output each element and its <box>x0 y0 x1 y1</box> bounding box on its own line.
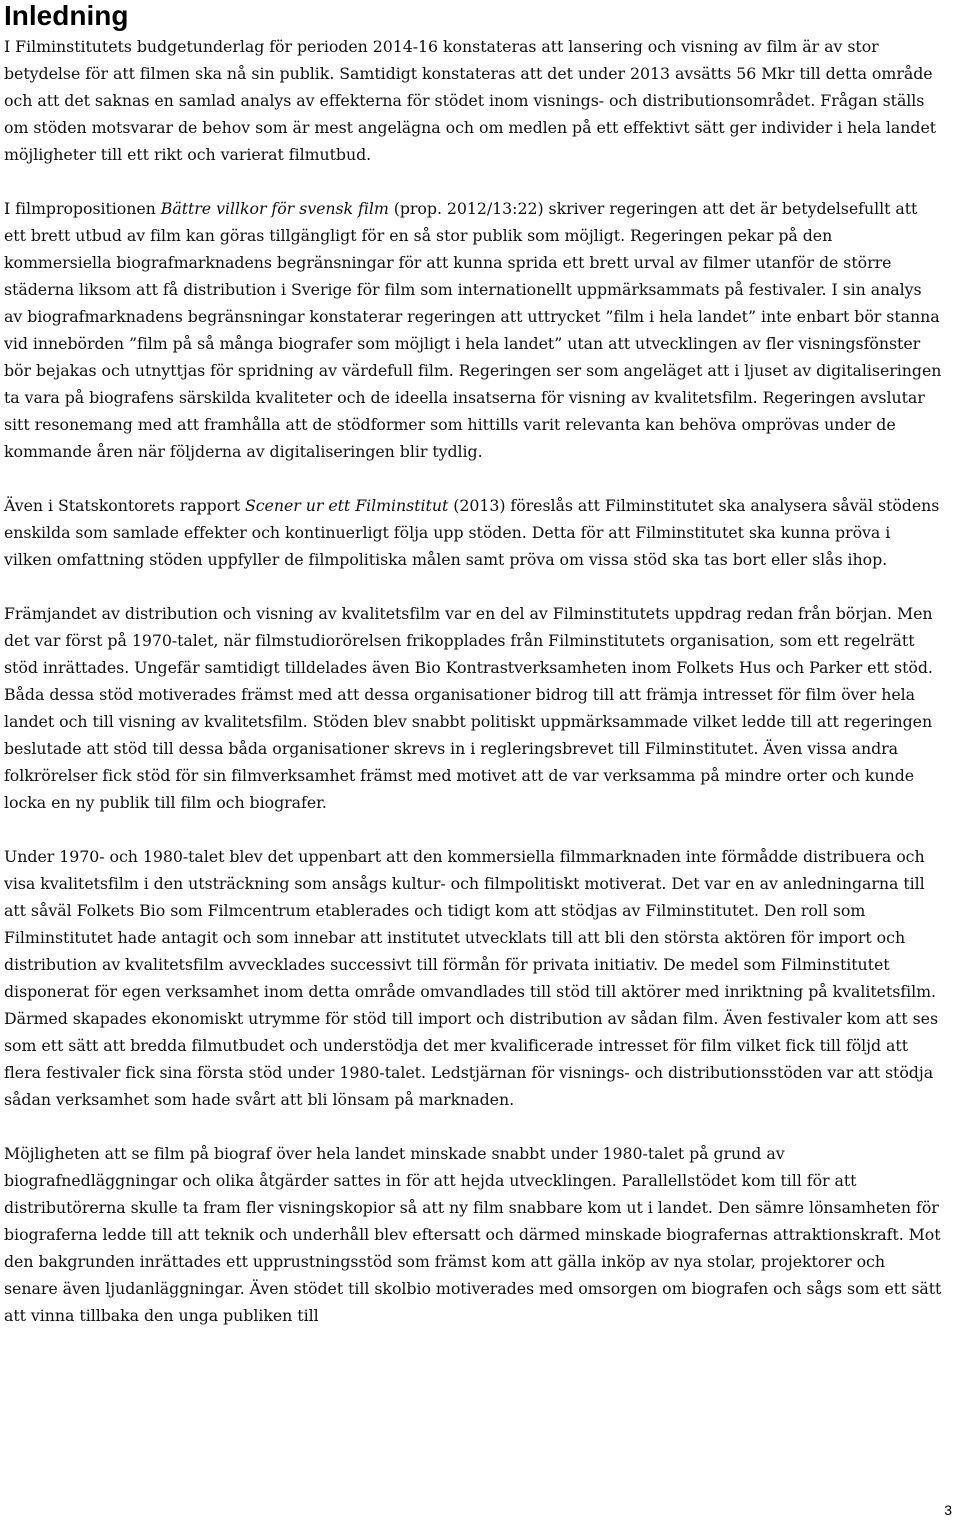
paragraph-intro: I Filminstitutets budgetunderlag för perioden 2014-16 konstateras att lansering och visning av film är av stor betydelse för att filmen ska nå sin publik. Samtidigt konstateras att det under 2013 avsätts 56 Mkr till detta område och att det saknas en samlad analys av effekterna för stödet inom visnings- och distributionsområdet. Frågan ställs om stöden motsvarar de behov som är mest angelägna och om medlen på ett effektivt sätt ger individer i hela landet möjligheter till ett rikt och varierat filmutbud. <box>4 37 937 164</box>
publication-title: Bättre villkor för svensk film <box>160 199 389 218</box>
section-heading: Inledning <box>4 0 129 31</box>
document-page <box>4 0 942 1329</box>
paragraph-text-pre: Även i Statskontorets rapport <box>4 496 245 515</box>
paragraph-text-post: (2013) föreslås att Filminstitutet ska analysera såväl stödens enskilda som samlade effekter och kontinuerligt följa upp stöden. Detta för att Filminstitutet ska kunna pröva i vilken omfattning stöden uppfyller de filmpolitiska målen samt pröva om vissa stöd ska tas bort eller slås ihop. <box>4 496 940 569</box>
publication-title: Scener ur ett Filminstitut <box>244 496 449 515</box>
page-number: 3 <box>944 1502 952 1518</box>
paragraph-statskontoret <box>4 492 942 573</box>
paragraph-mojligheten: Möjligheten att se film på biograf över hela landet minskade snabbt under 1980-talet på grund av biografnedläggningar och olika åtgärder sattes in för att hejda utvecklingen. Parallellstödet kom till för att distributörerna skulle ta fram fler visningskopior så att ny film snabbare kom ut i landet. Den sämre lönsamheten för biograferna ledde till att teknik och underhåll blev eftersatt och därmed minskade biografernas attraktionskraft. Mot den bakgrunden inrättades ett upprustningsstöd som främst kom att gälla inköp av nya stolar, projektorer och senare även ljudanläggningar. Även stödet till skolbio motiverades med omsorgen om biografen och sågs som ett sätt att vinna tillbaka den unga publiken till <box>4 1144 942 1325</box>
paragraph-text-post: (prop. 2012/13:22) skriver regeringen att det är betydelsefullt att ett brett utbud av film kan göras tillgängligt för en så stor publik som möjligt. Regeringen pekar på den kommersiella biografmarknadens begränsningar för att kunna sprida ett brett urval av filmer utanför de större städerna liksom att få distribution i Sverige för film som internationellt uppmärksammats på festivaler. I sin analys av biografmarknadens begränsningar konstaterar regeringen att uttrycket ”film i hela landet” inte enbart bör stanna vid innebörden ”film på så många biografer som möjligt i hela landet” utan att utvecklingen av fler visningsfönster bör bejakas och utnyttjas för spridning av värdefull film. Regeringen ser som angeläget att i ljuset av digitaliseringen ta vara på biografens särskilda kvaliteter och de ideella insatserna för visning av kvalitetsfilm. Regeringen avslutar sitt resonemang med att framhålla att de stödformer som hittills varit relevanta kan behöva omprövas under de kommande åren när följderna av digitaliseringen blir tydlig. <box>4 199 942 461</box>
paragraph-1970-1980: Under 1970- och 1980-talet blev det uppenbart att den kommersiella filmmarknaden inte förmådde distribuera och visa kvalitetsfilm i den utsträckning som ansågs kultur- och filmpolitiskt motiverat. Det var en av anledningarna till att såväl Folkets Bio som Filmcentrum etablerades och tidigt kom att stödjas av Filminstitutet. Den roll som Filminstitutet hade antagit och som innebar att institutet utvecklats till att bli den största aktören för import och distribution av kvalitetsfilm avvecklades successivt till förmån för privata initiativ. De medel som Filminstitutet disponerat för egen verksamhet inom detta område omvandlades till stöd till aktörer med inriktning på kvalitetsfilm. Därmed skapades ekonomiskt utrymme för stöd till import och distribution av sådan film. Även festivaler kom att ses som ett sätt att bredda filmutbudet och understödja det mer kvalificerade intresset för film vilket fick till följd att flera festivaler fick sina första stöd under 1980-talet. Ledstjärnan för visnings- och distributionsstöden var att stödja sådan verksamhet som hade svårt att bli lönsam på marknaden. <box>4 847 939 1109</box>
paragraph-framjandet: Främjandet av distribution och visning av kvalitetsfilm var en del av Filminstitutets uppdrag redan från början. Men det var först på 1970-talet, när filmstudiorörelsen frikopplades från Filminstitutets organisation, som ett regelrätt stöd inrättades. Ungefär samtidigt tilldelades även Bio Kontrastverksamheten inom Folkets Hus och Parker ett stöd. Båda dessa stöd motiverades främst med att dessa organisationer bidrog till att främja intresset för film över hela landet och till visning av kvalitetsfilm. Stöden blev snabbt politiskt uppmärksammade vilket ledde till att regeringen beslutade att stöd till dessa båda organisationer skrevs in i regleringsbrevet till Filminstitutet. Även vissa andra folkrörelser fick stöd för sin filmverksamhet främst med motivet att de var verksamma på mindre orter och kunde locka en ny publik till film och biografer. <box>4 604 933 812</box>
paragraph-filmpropositionen <box>4 195 942 465</box>
paragraph-text-pre: I filmpropositionen <box>4 199 161 218</box>
